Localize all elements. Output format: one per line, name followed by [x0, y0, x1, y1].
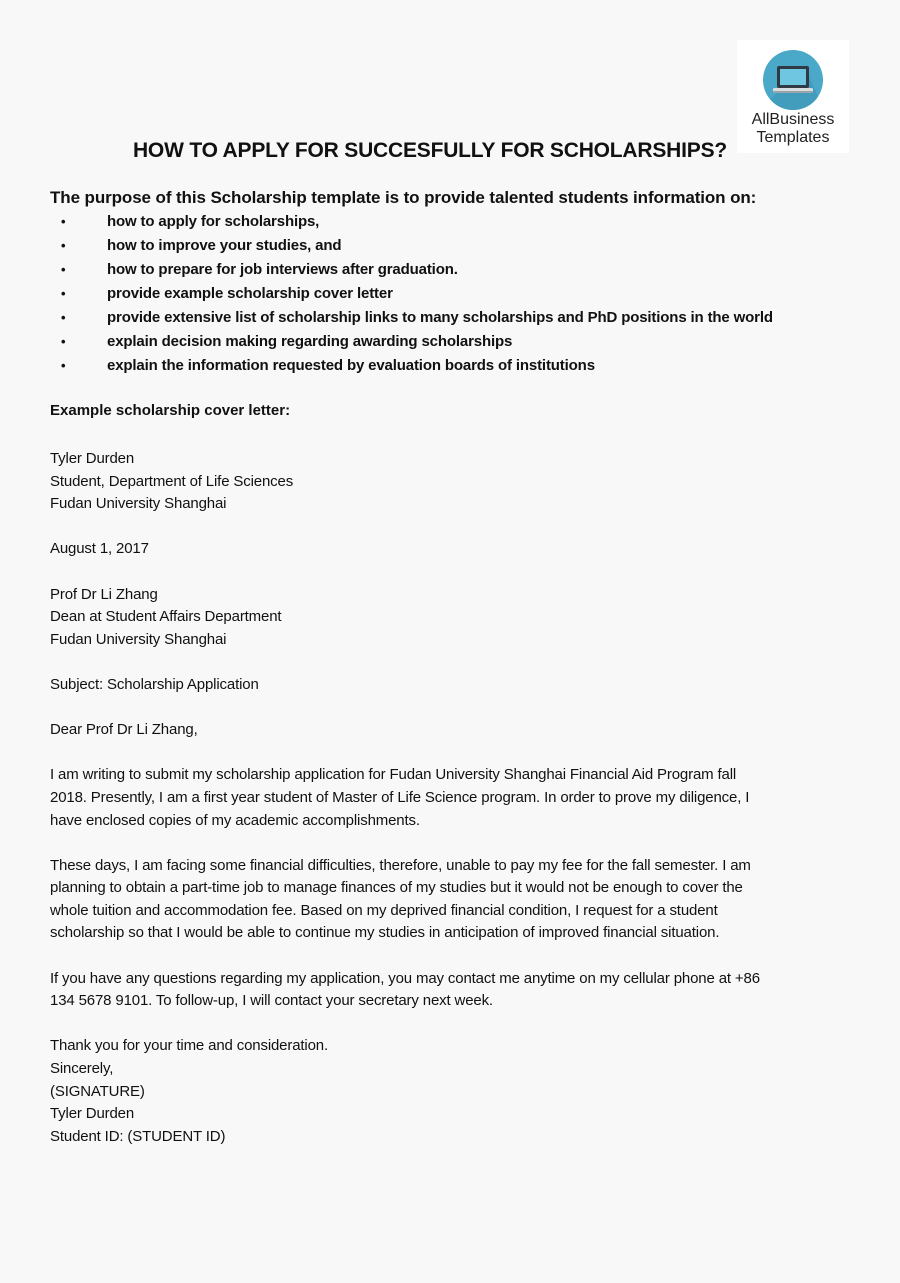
- cover-letter: [50, 448, 830, 1171]
- bullet-text: provide example scholarship cover letter: [107, 285, 393, 302]
- recipient-name: Prof Dr Li Zhang: [50, 585, 158, 603]
- logo-text-line2: Templates: [756, 129, 830, 146]
- recipient-title: Dean at Student Affairs Department: [50, 608, 282, 626]
- closing-sincerely: Sincerely,: [50, 1060, 114, 1078]
- bullet-text: how to prepare for job interviews after graduation.: [107, 261, 458, 278]
- letter-subject: Subject: Scholarship Application: [50, 675, 259, 693]
- paragraph-line: If you have any questions regarding my application, you may contact me anytime on my cellular phone at +86: [50, 969, 760, 987]
- purpose-statement: The purpose of this Scholarship template is to provide talented students information on:: [50, 188, 757, 207]
- bullet-text: how to apply for scholarships,: [107, 213, 320, 230]
- bullet-text: explain the information requested by evaluation boards of institutions: [107, 357, 595, 374]
- letter-date-block: [50, 538, 830, 561]
- paragraph-3: [50, 968, 830, 1013]
- recipient-university: Fudan University Shanghai: [50, 630, 227, 648]
- bullet-text: how to improve your studies, and: [107, 237, 342, 254]
- closing-name: Tyler Durden: [50, 1105, 135, 1123]
- paragraph-line: planning to obtain a part-time job to manage finances of my studies but it would not be enough to cover the: [50, 879, 743, 897]
- sender-address: [50, 448, 830, 516]
- bullet-icon: •: [61, 334, 66, 349]
- paragraph-line: have enclosed copies of my academic accomplishments.: [50, 811, 420, 829]
- signature-placeholder: (SIGNATURE): [50, 1082, 145, 1100]
- bullet-icon: •: [61, 262, 66, 277]
- paragraph-line: 134 5678 9101. To follow-up, I will contact your secretary next week.: [50, 992, 493, 1010]
- allbusiness-templates-logo: [737, 40, 849, 153]
- paragraph-line: 2018. Presently, I am a first year student of Master of Life Science program. In order to prove my diligence, I: [50, 788, 750, 806]
- closing-block: [50, 1035, 830, 1148]
- letter-date: August 1, 2017: [50, 540, 149, 558]
- recipient-address: [50, 584, 830, 652]
- sender-name: Tyler Durden: [50, 450, 135, 467]
- bullet-icon: •: [61, 286, 66, 301]
- paragraph-2: [50, 855, 830, 945]
- paragraph-line: scholarship so that I would be able to continue my studies in anticipation of improved financial situation.: [50, 924, 720, 942]
- paragraph-1: [50, 764, 830, 832]
- paragraph-line: I am writing to submit my scholarship application for Fudan University Shanghai Financial Aid Program fall: [50, 766, 737, 784]
- subject-block: [50, 674, 830, 697]
- bullet-text: explain decision making regarding awarding scholarships: [107, 333, 513, 350]
- paragraph-line: whole tuition and accommodation fee. Based on my deprived financial condition, I request for a student: [50, 901, 718, 919]
- bullet-icon: •: [61, 238, 66, 253]
- bullet-icon: •: [61, 310, 66, 325]
- bullet-text: provide extensive list of scholarship links to many scholarships and PhD positions in the world: [107, 309, 773, 326]
- sender-university: Fudan University Shanghai: [50, 495, 227, 513]
- paragraph-line: These days, I am facing some financial difficulties, therefore, unable to pay my fee for the fall semester. I am: [50, 856, 751, 874]
- logo-text-line1: AllBusiness: [751, 111, 835, 128]
- student-id: Student ID: (STUDENT ID): [50, 1127, 226, 1145]
- laptop-icon: [762, 49, 824, 111]
- bullet-icon: •: [61, 358, 66, 373]
- page-title: HOW TO APPLY FOR SUCCESFULLY FOR SCHOLARSHIPS?: [132, 139, 728, 162]
- closing-thanks: Thank you for your time and consideration.: [50, 1037, 329, 1055]
- salutation-block: [50, 719, 830, 742]
- letter-salutation: Dear Prof Dr Li Zhang,: [50, 721, 198, 739]
- cover-letter-heading: Example scholarship cover letter:: [50, 402, 291, 419]
- bullet-icon: •: [61, 214, 66, 229]
- sender-department: Student, Department of Life Sciences: [50, 472, 294, 490]
